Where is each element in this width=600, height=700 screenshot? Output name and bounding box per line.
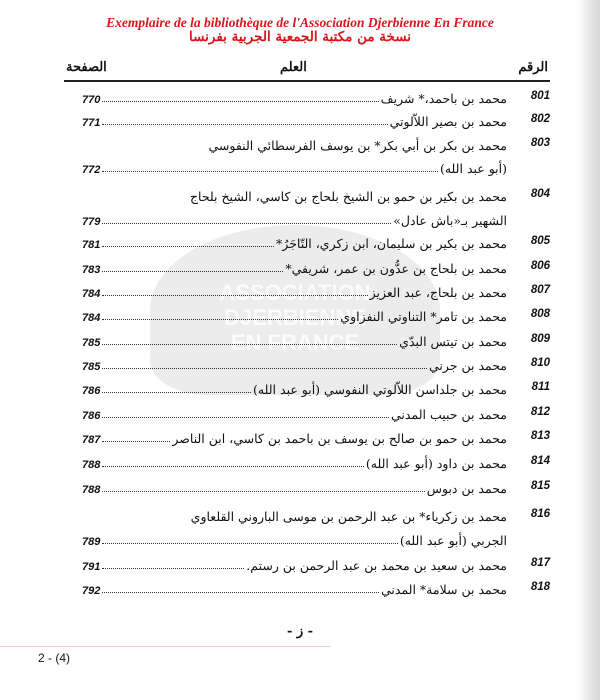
entry-line <box>82 504 507 524</box>
entry-name: محمد بن زكرياء* بن عبد الرحمن بن موسى الباروني القلعاوي <box>190 509 507 524</box>
entry-name: محمد بن باحمد،* شريف <box>380 91 507 106</box>
column-header-number: الرقم <box>518 60 548 75</box>
entry-line <box>82 577 507 597</box>
entry-number: 813 <box>530 430 550 442</box>
entry-page: 787 <box>82 434 101 446</box>
watermark-text: DJERBIENNE <box>224 305 366 330</box>
page-footer: 2 - (4) <box>38 651 71 665</box>
dot-leader <box>102 223 391 224</box>
entry-name: محمد بن داود (أبو عبد الله) <box>365 456 507 471</box>
entry-line <box>82 109 507 129</box>
entry-line <box>82 553 507 573</box>
entry-name: محمد بن سلامة* المدني <box>380 582 507 597</box>
scan-line <box>0 646 330 647</box>
entry-number: 810 <box>530 357 550 369</box>
entry-name: محمد بن حمو بن صالح بن يوسف بن باحمد بن كاسي، ابن الناصر <box>172 431 507 446</box>
entry-name: محمد بن بلحاج بن عدُّون بن عمر، شريفي* <box>285 261 507 276</box>
entry-number: 803 <box>530 137 550 149</box>
dot-leader <box>102 171 438 172</box>
watermark-text: ASSOCIATION <box>219 280 371 305</box>
entry-name: محمد بن بلحاج، عبد العزيز <box>369 285 507 300</box>
entry-page: 771 <box>82 117 101 129</box>
entry-number: 802 <box>530 113 550 125</box>
entry-page: 786 <box>82 410 101 422</box>
dot-leader <box>102 344 397 345</box>
entry-number: 804 <box>530 188 550 200</box>
dot-leader <box>102 271 283 272</box>
entry-line <box>82 156 507 176</box>
dot-leader <box>102 417 389 418</box>
entry-page: 791 <box>82 561 101 573</box>
dot-leader <box>102 101 378 102</box>
entry-line <box>82 353 507 373</box>
entry-page: 772 <box>82 164 101 176</box>
dot-leader <box>102 491 424 492</box>
entry-line <box>82 184 507 204</box>
entry-name: (أبو عبد الله) <box>439 161 507 176</box>
entry-number: 818 <box>530 581 550 593</box>
entry-page: 786 <box>82 385 101 397</box>
dot-leader <box>102 441 170 442</box>
section-letter: - ز - <box>286 624 314 639</box>
entry-name: محمد بن بصير اللاّلوتي <box>389 114 507 129</box>
dot-leader <box>102 568 244 569</box>
entry-number: 807 <box>530 284 550 296</box>
entry-number: 817 <box>530 557 550 569</box>
entry-number: 814 <box>530 455 550 467</box>
entry-line <box>82 329 507 349</box>
column-header-page: الصفحة <box>66 60 107 75</box>
entry-number: 815 <box>530 480 550 492</box>
entry-page: 789 <box>82 536 101 548</box>
entry-page: 779 <box>82 216 101 228</box>
entry-page: 788 <box>82 484 101 496</box>
entry-name: محمد بن بكير بن سليمان، ابن زكري، التّاجَرُ* <box>276 236 507 251</box>
entry-name: محمد بن دبوس <box>426 481 507 496</box>
entry-line <box>82 304 507 324</box>
entry-line <box>82 231 507 251</box>
entry-line <box>82 402 507 422</box>
entry-name: محمد بن حبيب المدني <box>391 407 507 422</box>
entry-page: 781 <box>82 239 101 251</box>
library-stamp-arabic: نسخة من مكتبة الجمعية الجربية بفرنسا <box>188 29 412 45</box>
entry-line <box>82 256 507 276</box>
entry-name: محمد بن تامر* التناوتي النفزاوي <box>340 309 507 324</box>
entry-name: محمد بن جرني <box>428 358 507 373</box>
dot-leader <box>102 368 427 369</box>
entry-line <box>82 133 507 153</box>
entry-line <box>82 208 507 228</box>
entry-page: 770 <box>82 94 101 106</box>
entry-line <box>82 280 507 300</box>
entry-page: 788 <box>82 459 101 471</box>
entry-page: 783 <box>82 264 101 276</box>
dot-leader <box>102 319 338 320</box>
dot-leader <box>102 246 274 247</box>
dot-leader <box>102 543 397 544</box>
entry-page: 785 <box>82 361 101 373</box>
entry-name: محمد بن تيتس البدّي <box>399 334 507 349</box>
entry-number: 808 <box>530 308 550 320</box>
watermark-text: EN FRANCE <box>230 330 360 355</box>
dot-leader <box>102 392 251 393</box>
dot-leader <box>102 466 364 467</box>
scan-edge-shadow <box>578 0 600 700</box>
entry-line <box>82 426 507 446</box>
entry-name: محمد بن جلداسن اللاّلوتي النفوسي (أبو عبد الله) <box>253 382 507 397</box>
entry-number: 811 <box>531 381 550 393</box>
entry-name: محمد بن سعيد بن محمد بن عبد الرحمن بن رستم. <box>246 558 507 573</box>
entry-line <box>82 451 507 471</box>
entry-line <box>82 377 507 397</box>
dot-leader <box>102 124 387 125</box>
dot-leader <box>102 295 367 296</box>
entry-number: 806 <box>530 260 550 272</box>
header-rule <box>64 80 550 82</box>
column-header-name: العلم <box>280 60 307 75</box>
entry-name: الشهير بـ«باش عادل» <box>393 213 507 228</box>
entry-line <box>82 86 507 106</box>
library-stamp-french: Exemplaire de la bibliothèque de l'Association Djerbienne En France <box>106 15 494 30</box>
entry-number: 801 <box>530 90 550 102</box>
dot-leader <box>102 592 379 593</box>
entry-name: محمد بن بكر بن أبي بكر* بن يوسف الفرسطائي النفوسي <box>208 138 507 153</box>
entry-name: محمد بن بكير بن حمو بن الشيخ بلحاج بن كاسي، الشيخ بلحاج <box>189 189 507 204</box>
entry-page: 784 <box>82 288 101 300</box>
entry-page: 784 <box>82 312 101 324</box>
entry-number: 812 <box>530 406 550 418</box>
entry-number: 805 <box>530 235 550 247</box>
entry-name: الجربي (أبو عبد الله) <box>399 533 507 548</box>
entry-number: 809 <box>530 333 550 345</box>
entry-line <box>82 528 507 548</box>
entry-line <box>82 476 507 496</box>
entry-page: 792 <box>82 585 101 597</box>
entry-page: 785 <box>82 337 101 349</box>
entry-number: 816 <box>530 508 550 520</box>
